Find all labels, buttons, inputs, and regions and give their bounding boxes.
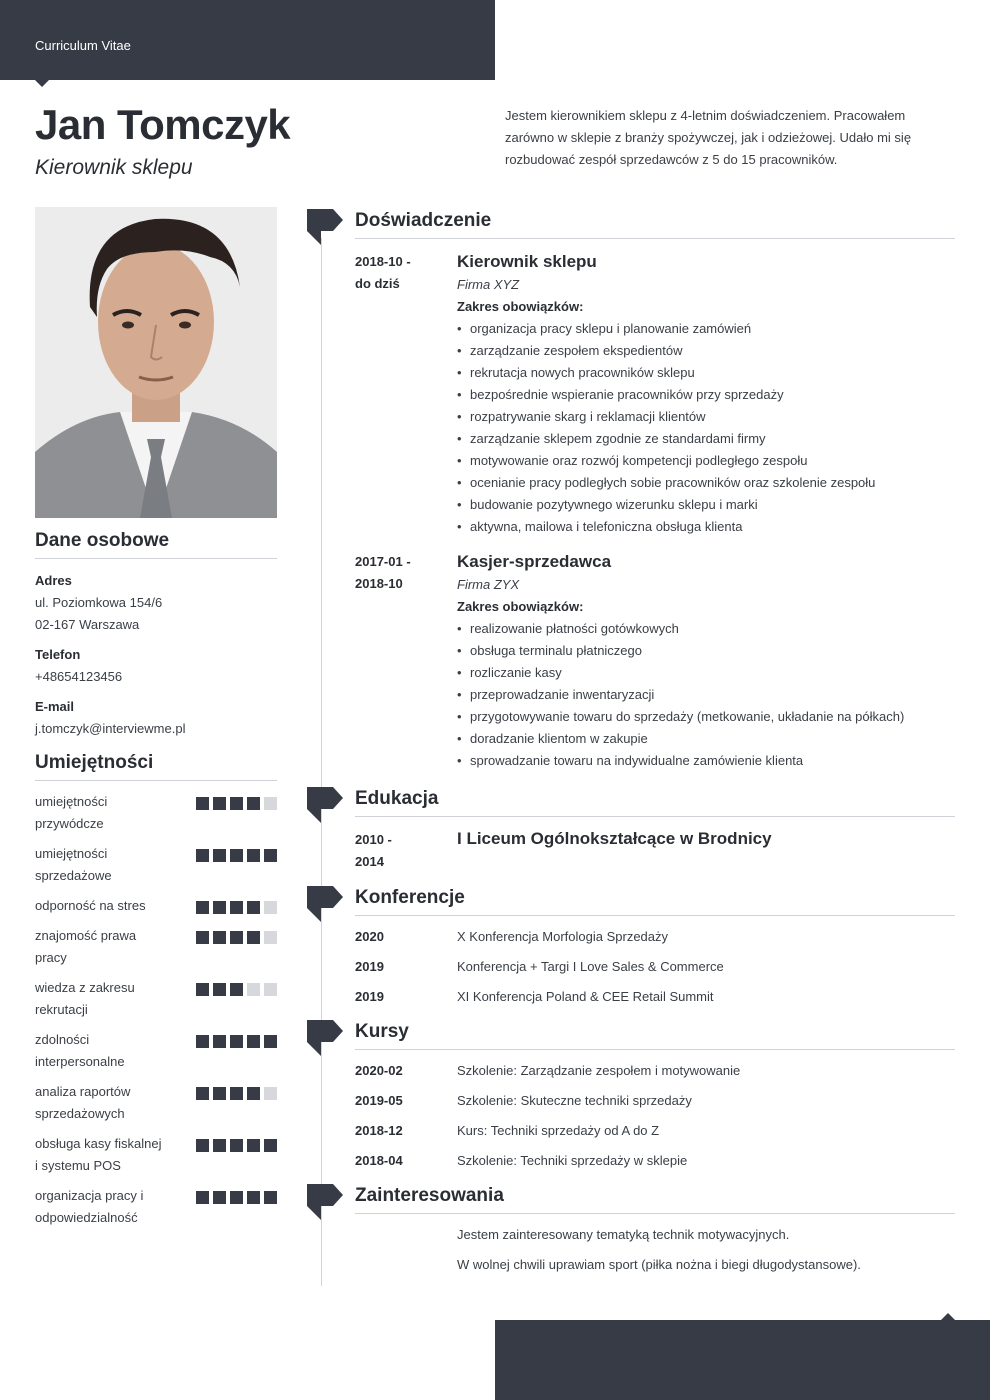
skills-heading: Umiejętności — [35, 752, 277, 781]
skill-dot-filled — [213, 849, 226, 862]
skill-dot-filled — [230, 983, 243, 996]
job-1-date-from: 2018-10 - — [355, 254, 411, 269]
skill-dot-filled — [230, 931, 243, 944]
header-banner — [0, 0, 495, 80]
course-date: 2020-02 — [355, 1063, 403, 1078]
skill-level — [196, 1087, 277, 1100]
duty-item: • rozpatrywanie skarg i reklamacji klientów — [457, 406, 957, 428]
skill-dot-filled — [247, 901, 260, 914]
skill-dot-filled — [247, 1139, 260, 1152]
conference-name: Konferencja + Targi I Love Sales & Commerce — [457, 959, 724, 974]
course-date: 2018-12 — [355, 1123, 403, 1138]
skill-dot-filled — [196, 1035, 209, 1048]
skill-dot-filled — [247, 849, 260, 862]
skill-dot-filled — [264, 1139, 277, 1152]
courses-heading: Kursy — [355, 1021, 955, 1050]
conference-name: X Konferencja Morfologia Sprzedaży — [457, 929, 669, 944]
job-2-title: Kasjer-sprzedawca — [457, 552, 612, 571]
cv-label: Curriculum Vitae — [35, 38, 131, 53]
job-1-company: Firma XYZ — [457, 277, 520, 292]
job-1-dates — [355, 251, 411, 295]
profile-photo — [35, 207, 277, 518]
skill-name: odporność na stres — [35, 898, 146, 913]
education-date-to: 2014 — [355, 854, 384, 869]
phone-group — [35, 644, 277, 688]
interests-heading: Zainteresowania — [355, 1185, 955, 1214]
job-2-company: Firma ZYX — [457, 577, 520, 592]
skill-level — [196, 931, 277, 944]
skill-level — [196, 983, 277, 996]
skill-dot-filled — [230, 1139, 243, 1152]
skill-level — [196, 1035, 277, 1048]
phone-label: Telefon — [35, 647, 81, 662]
job-2 — [457, 550, 957, 772]
skill-dot-filled — [213, 931, 226, 944]
duty-item: • sprowadzanie towaru na indywidualne zamówienie klienta — [457, 750, 957, 772]
skill-dot-filled — [230, 901, 243, 914]
skill-level — [196, 797, 277, 810]
skill-item — [35, 1081, 277, 1125]
skill-dot-filled — [196, 797, 209, 810]
skill-dot-empty — [264, 1087, 277, 1100]
skill-name: obsługa kasy fiskalnej i systemu POS — [35, 1136, 162, 1173]
course-date: 2019-05 — [355, 1093, 403, 1108]
timeline-line — [321, 238, 322, 1286]
skill-dot-filled — [196, 931, 209, 944]
interest-line: W wolnej chwili uprawiam sport (piłka nożna i biegi długodystansowe). — [457, 1257, 861, 1272]
skill-dot-filled — [196, 1139, 209, 1152]
skills-list — [35, 791, 277, 1237]
skill-dot-filled — [230, 1191, 243, 1204]
skill-dot-filled — [264, 1035, 277, 1048]
footer-notch — [941, 1313, 955, 1320]
portrait-illustration — [35, 207, 277, 518]
skill-dot-empty — [264, 901, 277, 914]
skill-dot-filled — [247, 797, 260, 810]
duty-item: • rozliczanie kasy — [457, 662, 957, 684]
job-1-duties-label: Zakres obowiązków: — [457, 299, 584, 314]
education-school: I Liceum Ogólnokształcące w Brodnicy — [457, 829, 772, 848]
skill-level — [196, 1139, 277, 1152]
skill-dot-filled — [213, 983, 226, 996]
skill-level — [196, 1191, 277, 1204]
duty-item: • przeprowadzanie inwentaryzacji — [457, 684, 957, 706]
skill-dot-filled — [196, 849, 209, 862]
experience-flag-icon — [307, 209, 343, 245]
skill-dot-filled — [247, 931, 260, 944]
footer-banner — [495, 1320, 990, 1400]
duty-item: • organizacja pracy sklepu i planowanie zamówień — [457, 318, 957, 340]
skill-dot-filled — [230, 797, 243, 810]
address-line-2: 02-167 Warszawa — [35, 617, 140, 632]
address-line-1: ul. Poziomkowa 154/6 — [35, 595, 163, 610]
skill-item — [35, 1185, 277, 1229]
email-label: E-mail — [35, 699, 75, 714]
skill-dot-filled — [196, 983, 209, 996]
skill-dot-filled — [213, 1191, 226, 1204]
profile-summary: Jestem kierownikiem sklepu z 4-letnim doświadczeniem. Pracowałem zarówno w sklepie z branży spożywczej, jak i odzieżowej. Udało mi się rozbudować zespół sprzedawców z 5 do 15 pracowników. — [505, 108, 912, 167]
skill-name: umiejętności przywódcze — [35, 794, 108, 831]
conference-year: 2019 — [355, 959, 384, 974]
skill-dot-filled — [196, 901, 209, 914]
course-name: Szkolenie: Skuteczne techniki sprzedaży — [457, 1093, 692, 1108]
skill-dot-filled — [213, 1139, 226, 1152]
duty-item: • aktywna, mailowa i telefoniczna obsługa klienta — [457, 516, 957, 538]
skill-dot-empty — [264, 797, 277, 810]
duty-item: • bezpośrednie wspieranie pracowników przy sprzedaży — [457, 384, 957, 406]
course-date: 2018-04 — [355, 1153, 403, 1168]
job-1-title: Kierownik sklepu — [457, 252, 597, 271]
duty-item: • rekrutacja nowych pracowników sklepu — [457, 362, 957, 384]
candidate-name: Jan Tomczyk — [35, 101, 291, 148]
job-1 — [457, 250, 957, 538]
duty-item: • zarządzanie sklepem zgodnie ze standardami firmy — [457, 428, 957, 450]
address-label: Adres — [35, 573, 72, 588]
education-date-from: 2010 - — [355, 832, 392, 847]
skill-dot-filled — [247, 1087, 260, 1100]
skill-dot-filled — [264, 1191, 277, 1204]
conference-year: 2019 — [355, 989, 384, 1004]
interests-flag-icon — [307, 1184, 343, 1220]
skill-dot-filled — [247, 1191, 260, 1204]
course-name: Szkolenie: Zarządzanie zespołem i motywowanie — [457, 1063, 741, 1078]
candidate-role: Kierownik sklepu — [35, 156, 193, 179]
personal-data — [35, 570, 277, 748]
skill-name: znajomość prawa pracy — [35, 928, 137, 965]
course-name: Kurs: Techniki sprzedaży od A do Z — [457, 1123, 660, 1138]
duty-item: • zarządzanie zespołem ekspedientów — [457, 340, 957, 362]
skill-dot-empty — [264, 983, 277, 996]
conference-year: 2020 — [355, 929, 384, 944]
skill-dot-filled — [230, 1035, 243, 1048]
skill-item — [35, 1029, 277, 1073]
skill-name: umiejętności sprzedażowe — [35, 846, 112, 883]
skill-dot-filled — [196, 1191, 209, 1204]
job-2-date-from: 2017-01 - — [355, 554, 411, 569]
skill-dot-filled — [230, 849, 243, 862]
skill-item — [35, 843, 277, 887]
duty-item: • motywowanie oraz rozwój kompetencji podległego zespołu — [457, 450, 957, 472]
course-name: Szkolenie: Techniki sprzedaży w sklepie — [457, 1153, 688, 1168]
skill-dot-filled — [213, 1035, 226, 1048]
conferences-flag-icon — [307, 886, 343, 922]
skill-dot-filled — [247, 1035, 260, 1048]
skill-dot-filled — [213, 797, 226, 810]
duty-item: • budowanie pozytywnego wizerunku sklepu i marki — [457, 494, 957, 516]
duty-item: • obsługa terminalu płatniczego — [457, 640, 957, 662]
skill-dot-filled — [196, 1087, 209, 1100]
duty-item: • doradzanie klientom w zakupie — [457, 728, 957, 750]
skill-item — [35, 977, 277, 1021]
skill-item — [35, 925, 277, 969]
job-1-date-to: do dziś — [355, 276, 400, 291]
skill-dot-filled — [213, 1087, 226, 1100]
education-flag-icon — [307, 787, 343, 823]
duty-item: • przygotowywanie towaru do sprzedaży (metkowanie, układanie na półkach) — [457, 706, 957, 728]
banner-notch — [35, 80, 49, 87]
conference-name: XI Konferencja Poland & CEE Retail Summit — [457, 989, 714, 1004]
phone-value: +48654123456 — [35, 669, 123, 684]
skill-name: wiedza z zakresu rekrutacji — [35, 980, 135, 1017]
skill-dot-filled — [213, 901, 226, 914]
interest-line: Jestem zainteresowany tematyką technik motywacyjnych. — [457, 1227, 790, 1242]
skill-name: organizacja pracy i odpowiedzialność — [35, 1188, 144, 1225]
skill-item — [35, 1133, 277, 1177]
personal-data-heading: Dane osobowe — [35, 530, 277, 559]
experience-heading: Doświadczenie — [355, 210, 955, 239]
job-2-date-to: 2018-10 — [355, 576, 403, 591]
conferences-heading: Konferencje — [355, 887, 955, 916]
job-2-dates — [355, 551, 411, 595]
skill-level — [196, 849, 277, 862]
skill-item — [35, 895, 277, 917]
email-value[interactable]: j.tomczyk@interviewme.pl — [35, 721, 186, 736]
skill-dot-filled — [264, 849, 277, 862]
duty-item: • ocenianie pracy podległych sobie pracowników oraz szkolenie zespołu — [457, 472, 957, 494]
skill-dot-empty — [247, 983, 260, 996]
job-2-duties-label: Zakres obowiązków: — [457, 599, 584, 614]
skill-dot-empty — [264, 931, 277, 944]
courses-flag-icon — [307, 1020, 343, 1056]
skill-name: zdolności interpersonalne — [35, 1032, 125, 1069]
job-2-duties — [457, 618, 957, 772]
education-dates — [355, 829, 392, 873]
skill-dot-filled — [230, 1087, 243, 1100]
skill-name: analiza raportów sprzedażowych — [35, 1084, 131, 1121]
email-group — [35, 696, 277, 740]
education-heading: Edukacja — [355, 788, 955, 817]
skill-level — [196, 901, 277, 914]
job-1-duties — [457, 318, 957, 538]
skill-item — [35, 791, 277, 835]
address-group — [35, 570, 277, 636]
duty-item: • realizowanie płatności gotówkowych — [457, 618, 957, 640]
